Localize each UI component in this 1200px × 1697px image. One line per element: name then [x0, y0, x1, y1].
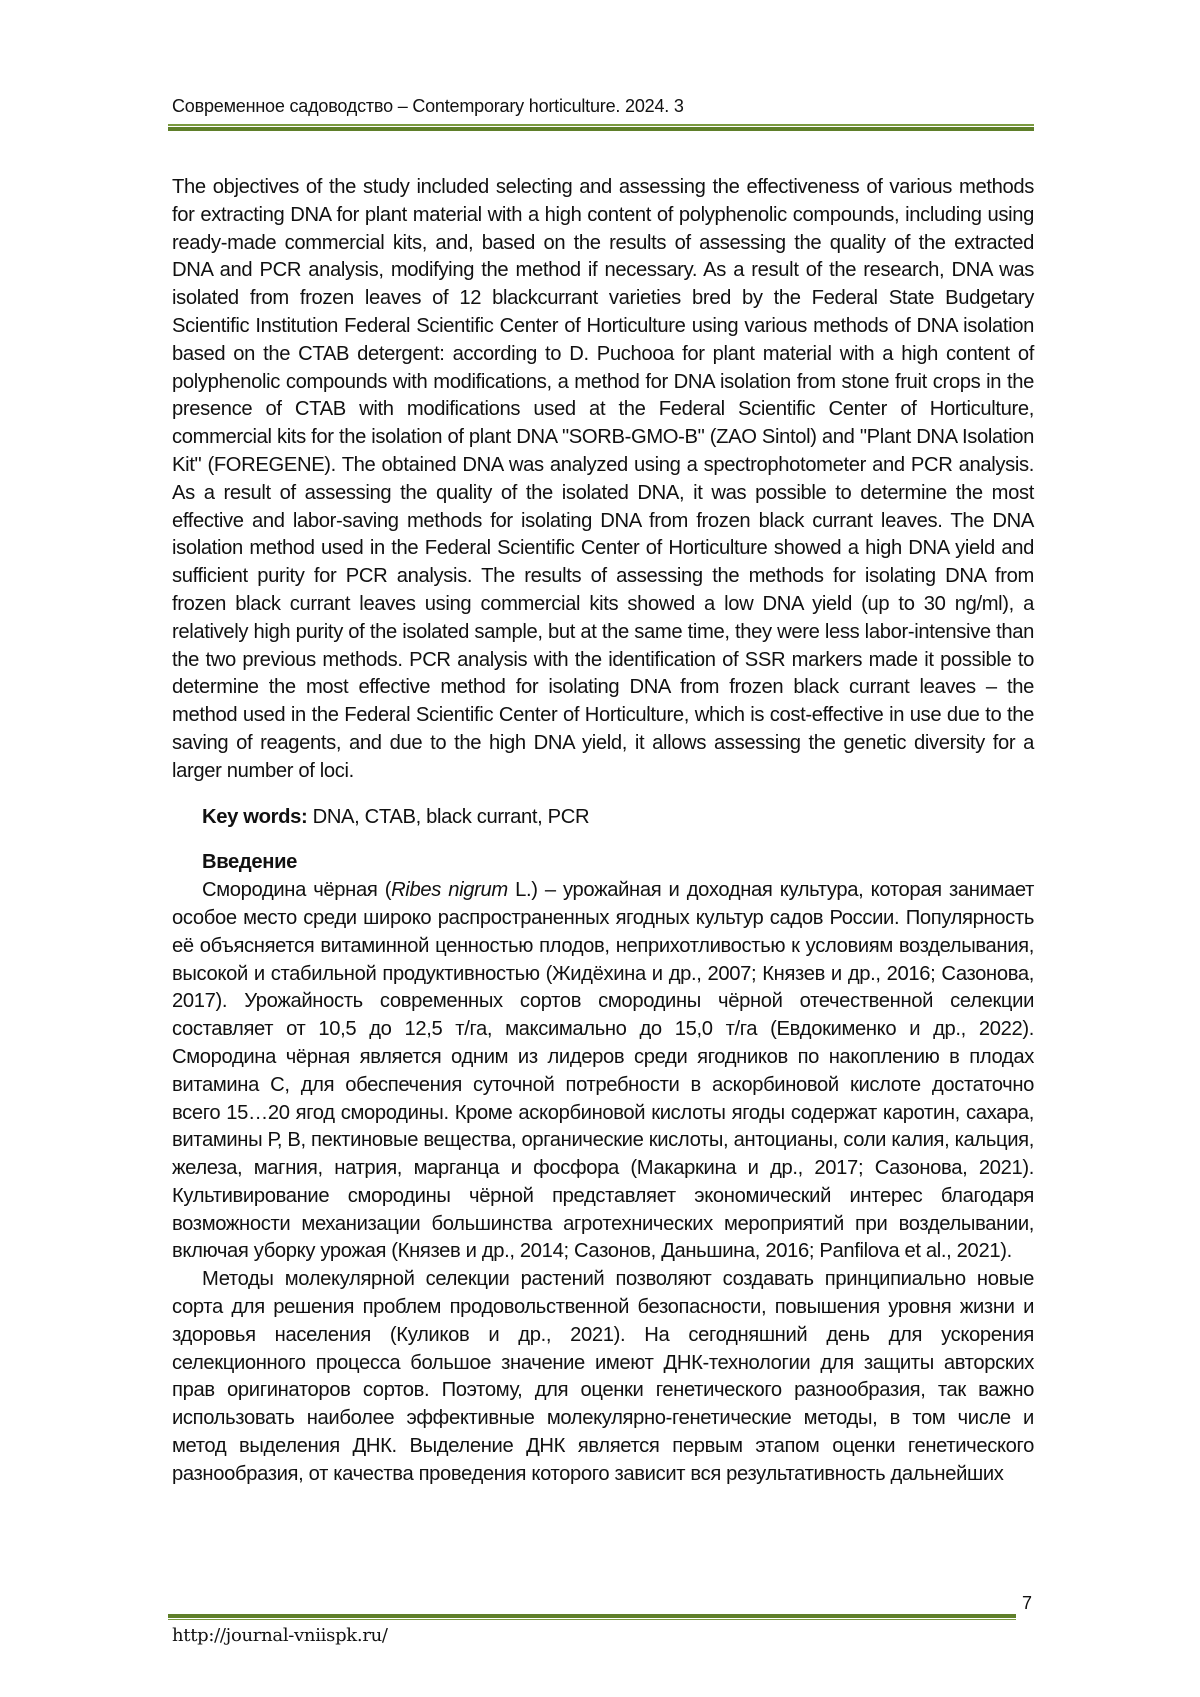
introduction-paragraph-2: Методы молекулярной селекции растений позволяют создавать принципиально новые сорта для решения проблем продовольственной безопасности, повышения уровня жизни и здоровья населения (Куликов и др., 2021). На сегодняшний день для ускорения селекционного процесса большое значение имеют ДНК-технологии для защиты авторских прав оригинаторов сортов. Поэтому, для оценки генетического разнообразия, так важно использовать наиболее эффективные молекулярно-генетические методы, в том числе и метод выделения ДНК. Выделение ДНК является первым этапом оценки генетического разнообразия, от качества проведения которого зависит вся результативность дальнейших [172, 1268, 1034, 1485]
running-header [172, 96, 1034, 117]
page-number: 7 [1022, 1593, 1033, 1613]
journal-running-title: Современное садоводство – Contemporary horticulture. 2024. 3 [172, 96, 684, 116]
keywords-text: DNA, CTAB, black currant, PCR [307, 805, 590, 828]
keywords-line [172, 804, 1034, 832]
introduction-paragraph-1 [172, 877, 1034, 1266]
intro-p1-start: Смородина чёрная ( [202, 879, 392, 902]
page-body [172, 174, 1034, 1489]
journal-url[interactable]: http://journal-vniispk.ru/ [172, 1625, 388, 1646]
footer-rule-thick [168, 1614, 1016, 1618]
header-rule-thick [168, 127, 1034, 131]
footer-rule [168, 1614, 1016, 1620]
header-rule [168, 124, 1034, 131]
intro-p1-rest: L.) – урожайная и доходная культура, которая занимает особое место среди широко распространенных ягодных культур садов России. Популярность её объясняется витаминной ценностью плодов, неприхотливостью к условиям возделывания, высокой и стабильной продуктивностью (Жидёхина и др., 2007; Князев и др., 2016; Сазонова, 2017). Урожайность современных сортов смородины чёрной отечественной селекции составляет от 10,5 до 12,5 т/га, максимально до 15,0 т/га (Евдокименко и др., 2022). Смородина чёрная является одним из лидеров среди ягодников по накоплению в плодах витамина С, для обеспечения суточной потребности в аскорбиновой кислоте достаточно всего 15…20 ягод смородины. Кроме аскорбиновой кислоты ягоды содержат каротин, сахара, витамины Р, В, пектиновые вещества, органические кислоты, антоцианы, соли калия, кальция, железа, магния, натрия, марганца и фосфора (Макаркина и др., 2017; Сазонова, 2021). Культивирование смородины чёрной представляет экономический интерес благодаря возможности механизации большинства агротехнических мероприятий при возделывании, включая уборку урожая (Князев и др., 2014; Сазонов, Даньшина, 2016; Panfilova et al., 2021). [172, 879, 1034, 1263]
keywords-label: Key words: [202, 805, 308, 828]
abstract-paragraph: The objectives of the study included selecting and assessing the effectiveness of various methods for extracting DNA for plant material with a high content of polyphenolic compounds, including using ready-made commercial kits, and, based on the results of assessing the quality of the extracted DNA and PCR analysis, modifying the method if necessary. As a result of the research, DNA was isolated from frozen leaves of 12 blackcurrant varieties bred by the Federal State Budgetary Scientific Institution Federal Scientific Center of Horticulture using various methods of DNA isolation based on the CTAB detergent: according to D. Puchooa for plant material with a high content of polyphenolic compounds with modifications, a method for DNA isolation from stone fruit crops in the presence of CTAB with modifications used at the Federal Scientific Center of Horticulture, commercial kits for the isolation of plant DNA "SORB-GMO-B" (ZAO Sintol) and "Plant DNA Isolation Kit" (FOREGENE). The obtained DNA was analyzed using a spectrophotometer and PCR analysis. As a result of assessing the quality of the isolated DNA, it was possible to determine the most effective and labor-saving methods for isolating DNA from frozen black currant leaves. The DNA isolation method used in the Federal Scientific Center of Horticulture showed a high DNA yield and sufficient purity for PCR analysis. The results of assessing the methods for isolating DNA from frozen black currant leaves using commercial kits showed a low DNA yield (up to 30 ng/ml), a relatively high purity of the isolated sample, but at the same time, they were less labor-intensive than the two previous methods. PCR analysis with the identification of SSR markers made it possible to determine the most effective method for isolating DNA from frozen black currant leaves – the method used in the Federal Scientific Center of Horticulture, which is cost-effective in use due to the saving of reagents, and due to the high DNA yield, it allows assessing the genetic diversity for a larger number of loci. [172, 176, 1034, 782]
header-rule-thin [168, 124, 1034, 126]
species-name-italic: Ribes nigrum [391, 879, 508, 902]
footer-rule-thin [168, 1619, 1016, 1620]
section-heading-introduction: Введение [202, 851, 298, 874]
